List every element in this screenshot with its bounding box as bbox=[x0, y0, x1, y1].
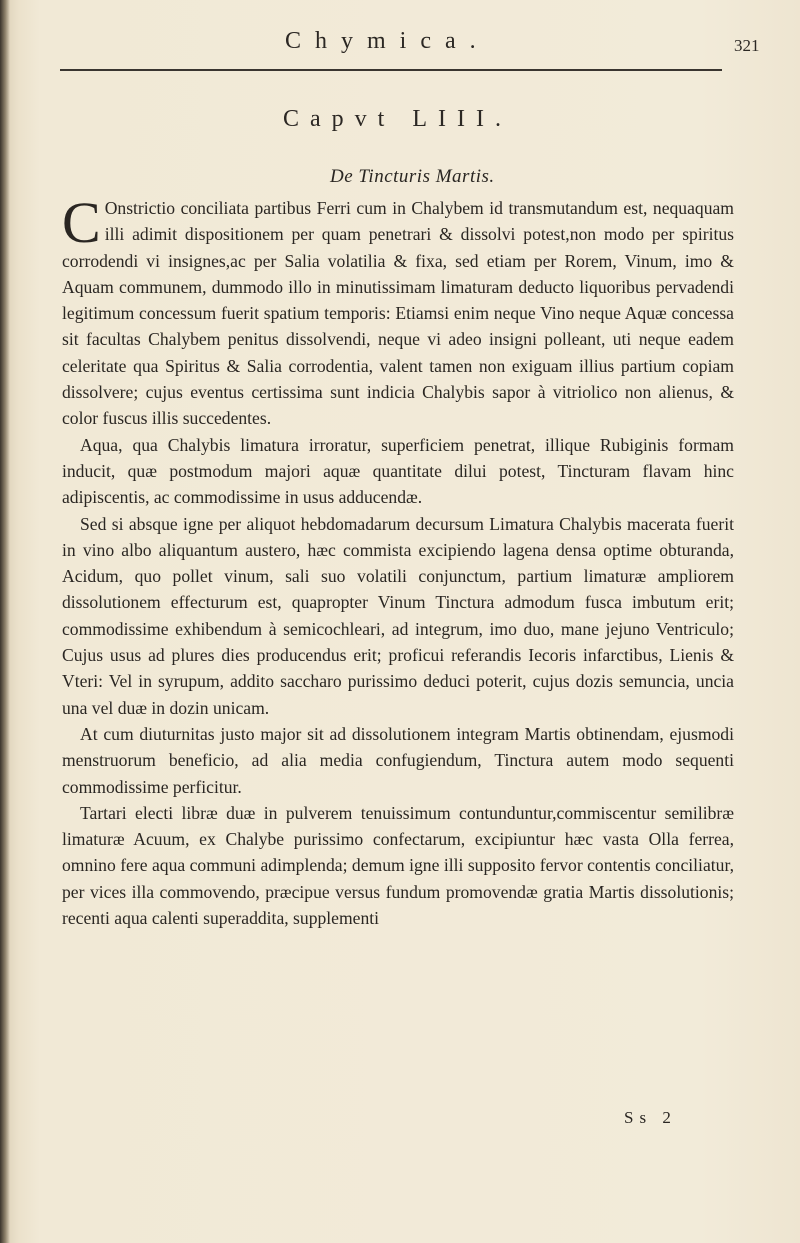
section-title: De Tincturis Martis. bbox=[330, 166, 495, 187]
paragraph: Sed si absque igne per aliquot hebdomadarum decursum Limatura Chalybis macerata fuerit in vino albo aliquantum austero, hæc commista excipiendo lagena densa optime obturanda, Acidum, quo pollet vinum, sali suo volatili conjunctum, partium limaturæ ampliorem dissolutionem effecturum est, quapropter Vinum Tinctura admodum fusca imbutum erit; commodissime exhibendum à semicochleari, ad integrum, imo duo, mane jejuno Ventriculo; Cujus usus ad plures dies producendus erit; proficui referandis Iecoris infarctibus, Lienis & Vteri: Vel in syrupum, addito saccharo purissimo deduci poterit, cujus dozis semuncia, uncia una vel duæ in dozin unicam. bbox=[62, 513, 734, 718]
page-number: 321 bbox=[734, 36, 760, 55]
paragraph: At cum diuturnitas justo major sit ad dissolutionem integram Martis obtinendam, ejusmodi menstruorum beneficio, ad alia media confugiendum, Tinctura autem modo sequenti commodissime perficitur. bbox=[62, 723, 734, 797]
book-gutter-shadow bbox=[0, 0, 10, 1243]
paragraph: Aqua, qua Chalybis limatura irroratur, superficiem penetrat, illique Rubiginis formam inducit, quæ postmodum majori aquæ quantitate dilui potest, Tincturam flavam hinc adipiscentis, ac commodissime in usus adducendæ. bbox=[62, 434, 734, 508]
drop-cap: C bbox=[62, 190, 101, 255]
header-rule bbox=[60, 69, 722, 71]
chapter-heading: Capvt LIII. bbox=[283, 106, 512, 132]
catchword: Ss 2 bbox=[624, 1108, 677, 1127]
paragraph: Tartari electi libræ duæ in pulverem tenuissimum contunduntur,commiscentur semilibræ limaturæ Acuum, ex Chalybe purissimo confectarum, excipiuntur hæc vasta Olla ferrea, omnino fere aqua communi adimplenda; demum igne illi supposito fervor contentis conciliatur, per vices illa commovendo, præcipue versus fundum promovendæ gratia Martis dissolutionis; recenti aqua calenti superaddita, supplementi bbox=[62, 802, 734, 929]
paragraph bbox=[62, 190, 734, 432]
paragraph-text: Onstrictio conciliata partibus Ferri cum in Chalybem id transmutandum est, nequaquam illi adimit dispositionem per quam penetrari & dissolvi potest,non modo per spiritus corrodendi vi insignes,ac per Salia volatilia & fixa, sed etiam per Rorem, Vinum, imo & Aquam communem, dummodo illo in minutissimam limaturam deducto liquoribus pervadendi legitimum concessum fuerit spatium temporis: Etiamsi enim neque Vino neque Aquæ concessa sit facultas Chalybem penitus dissolvendi, neque vi adeo insigni polleant, uti neque eadem celeritate qua Spiritus & Salia corrodentia, valent tamen non exiguam illius partium copiam dissolvere; cujus eventus certissima sunt indicia Chalybis sapor à vitriolico non alienus, & color fuscus illis succedentes. bbox=[62, 198, 734, 429]
body-text bbox=[62, 190, 734, 931]
running-title: Chymica. bbox=[285, 28, 490, 54]
